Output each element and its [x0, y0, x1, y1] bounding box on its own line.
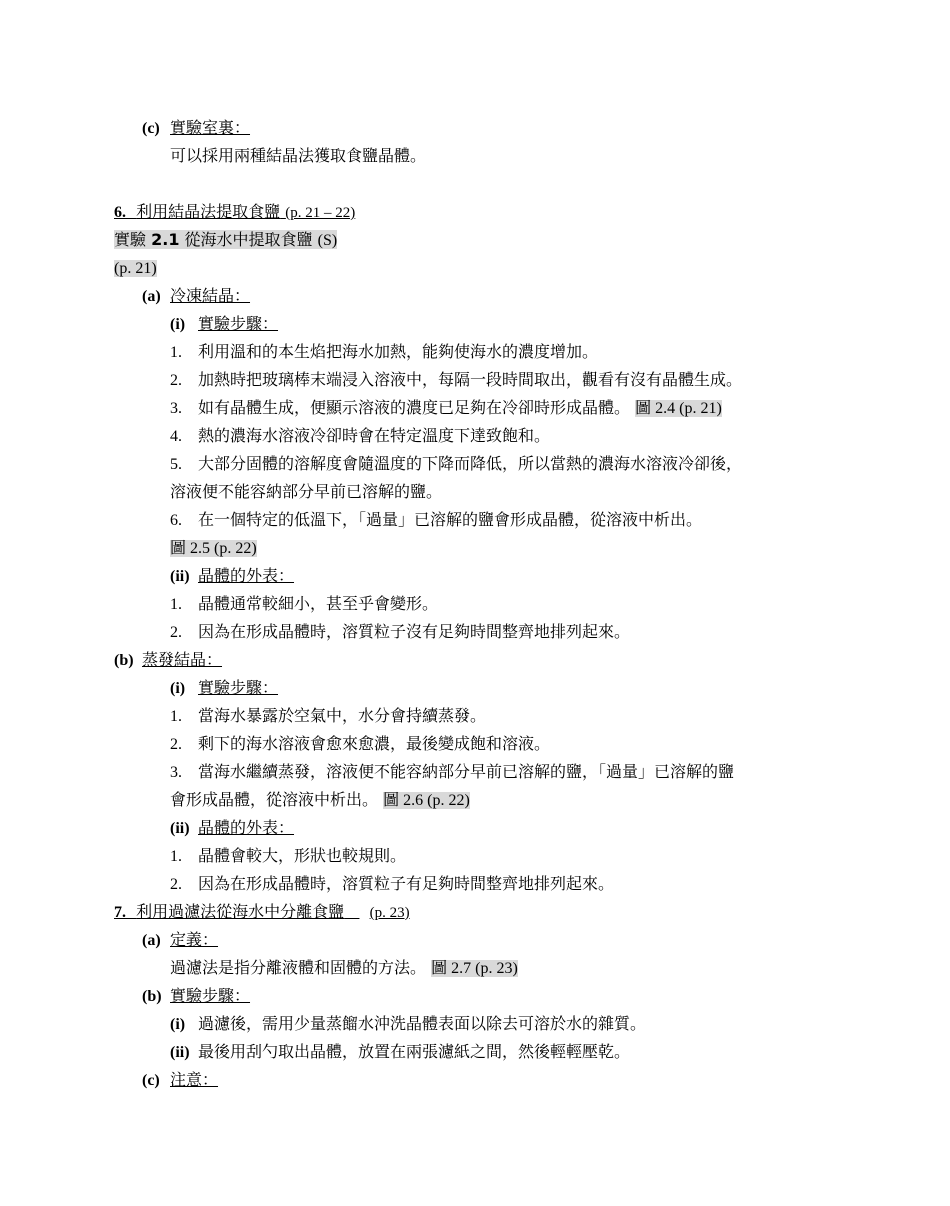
experiment-page: (p. 21) [114, 260, 157, 277]
figure-ref: 圖 2.6 (p. 22) [383, 792, 470, 809]
list-item: 1. 當海水暴露於空氣中，水分會持續蒸發。 [170, 706, 487, 725]
list-item: 5. 大部分固體的溶解度會隨溫度的下降而降低，所以當熱的濃海水溶液冷卻後， [170, 454, 743, 473]
list-item: 1. 晶體會較大，形狀也較規則。 [170, 846, 407, 865]
section-7-b-ii: (ii) 最後用刮勺取出晶體，放置在兩張濾紙之間，然後輕輕壓乾。 [170, 1042, 631, 1061]
sec-c-heading [142, 118, 250, 139]
section-7-heading: 7. 利用過濾法從海水中分離食鹽 (p. 23) [114, 902, 410, 921]
list-item: 6. 在一個特定的低溫下，「過量」已溶解的鹽會形成晶體，從溶液中析出。 [170, 510, 703, 529]
figure-ref: 圖 2.4 (p. 21) [635, 400, 722, 417]
section-7-c-heading: (c) 注意： [142, 1070, 219, 1089]
sec-c-title: 實驗室裏： [170, 118, 251, 137]
section-7-b-i: (i) 過濾後，需用少量蒸餾水沖洗晶體表面以除去可溶於水的雜質。 [170, 1014, 647, 1033]
figure-ref: 圖 2.7 (p. 23) [431, 960, 518, 977]
part-a-heading: (a) 冷凍結晶： [142, 286, 251, 305]
list-item: 4. 熱的濃海水溶液冷卻時會在特定溫度下達致飽和。 [170, 426, 551, 445]
section-7-a-heading: (a) 定義： [142, 930, 219, 949]
list-item: 3. 當海水繼續蒸發，溶液便不能容納部分早前已溶解的鹽，「過量」已溶解的鹽 [170, 762, 735, 781]
part-a-ii-heading: (ii) 晶體的外表： [170, 566, 295, 585]
section-6-title: 利用結晶法提取食鹽 [136, 202, 281, 221]
part-b-ii-heading: (ii) 晶體的外表： [170, 818, 295, 837]
list-item: 1. 晶體通常較細小，甚至乎會變形。 [170, 594, 439, 613]
part-a-i-heading: (i) 實驗步驟： [170, 314, 279, 333]
part-b-i-heading: (i) 實驗步驟： [170, 678, 279, 697]
section-6-num: 6. [114, 204, 126, 221]
figure-ref-line [170, 538, 257, 559]
experiment-heading [114, 230, 337, 251]
list-item: 2. 因為在形成晶體時，溶質粒子有足夠時間整齊地排列起來。 [170, 874, 615, 893]
sec-c-body: 可以採用兩種結晶法獲取食鹽晶體。 [170, 146, 427, 165]
list-item: 3. 如有晶體生成，便顯示溶液的濃度已足夠在冷卻時形成晶體。 圖 2.4 (p. 21) [170, 398, 722, 417]
section-7-b-heading: (b) 實驗步驟： [142, 986, 251, 1005]
list-item-cont: 溶液便不能容納部分早前已溶解的鹽。 [170, 482, 443, 501]
figure-ref: 圖 2.5 (p. 22) [170, 540, 257, 557]
list-item: 1. 利用溫和的本生焰把海水加熱，能夠使海水的濃度增加。 [170, 342, 599, 361]
section-6-heading [114, 202, 355, 223]
experiment-tag: 實驗 2.1 從海水中提取食鹽 (S) [114, 230, 338, 249]
list-item: 2. 加熱時把玻璃棒末端浸入溶液中，每隔一段時間取出，觀看有沒有晶體生成。 [170, 370, 743, 389]
sec-c-label: (c) [142, 120, 160, 137]
list-item-cont: 會形成晶體，從溶液中析出。 圖 2.6 (p. 22) [170, 790, 470, 809]
part-b-heading: (b) 蒸發結晶： [114, 650, 223, 669]
section-6-pages: (p. 21 – 22) [285, 205, 356, 221]
list-item: 2. 因為在形成晶體時，溶質粒子沒有足夠時間整齊地排列起來。 [170, 622, 631, 641]
section-7-a-body: 過濾法是指分離液體和固體的方法。 圖 2.7 (p. 23) [170, 958, 518, 977]
list-item: 2. 剩下的海水溶液會愈來愈濃，最後變成飽和溶液。 [170, 734, 551, 753]
